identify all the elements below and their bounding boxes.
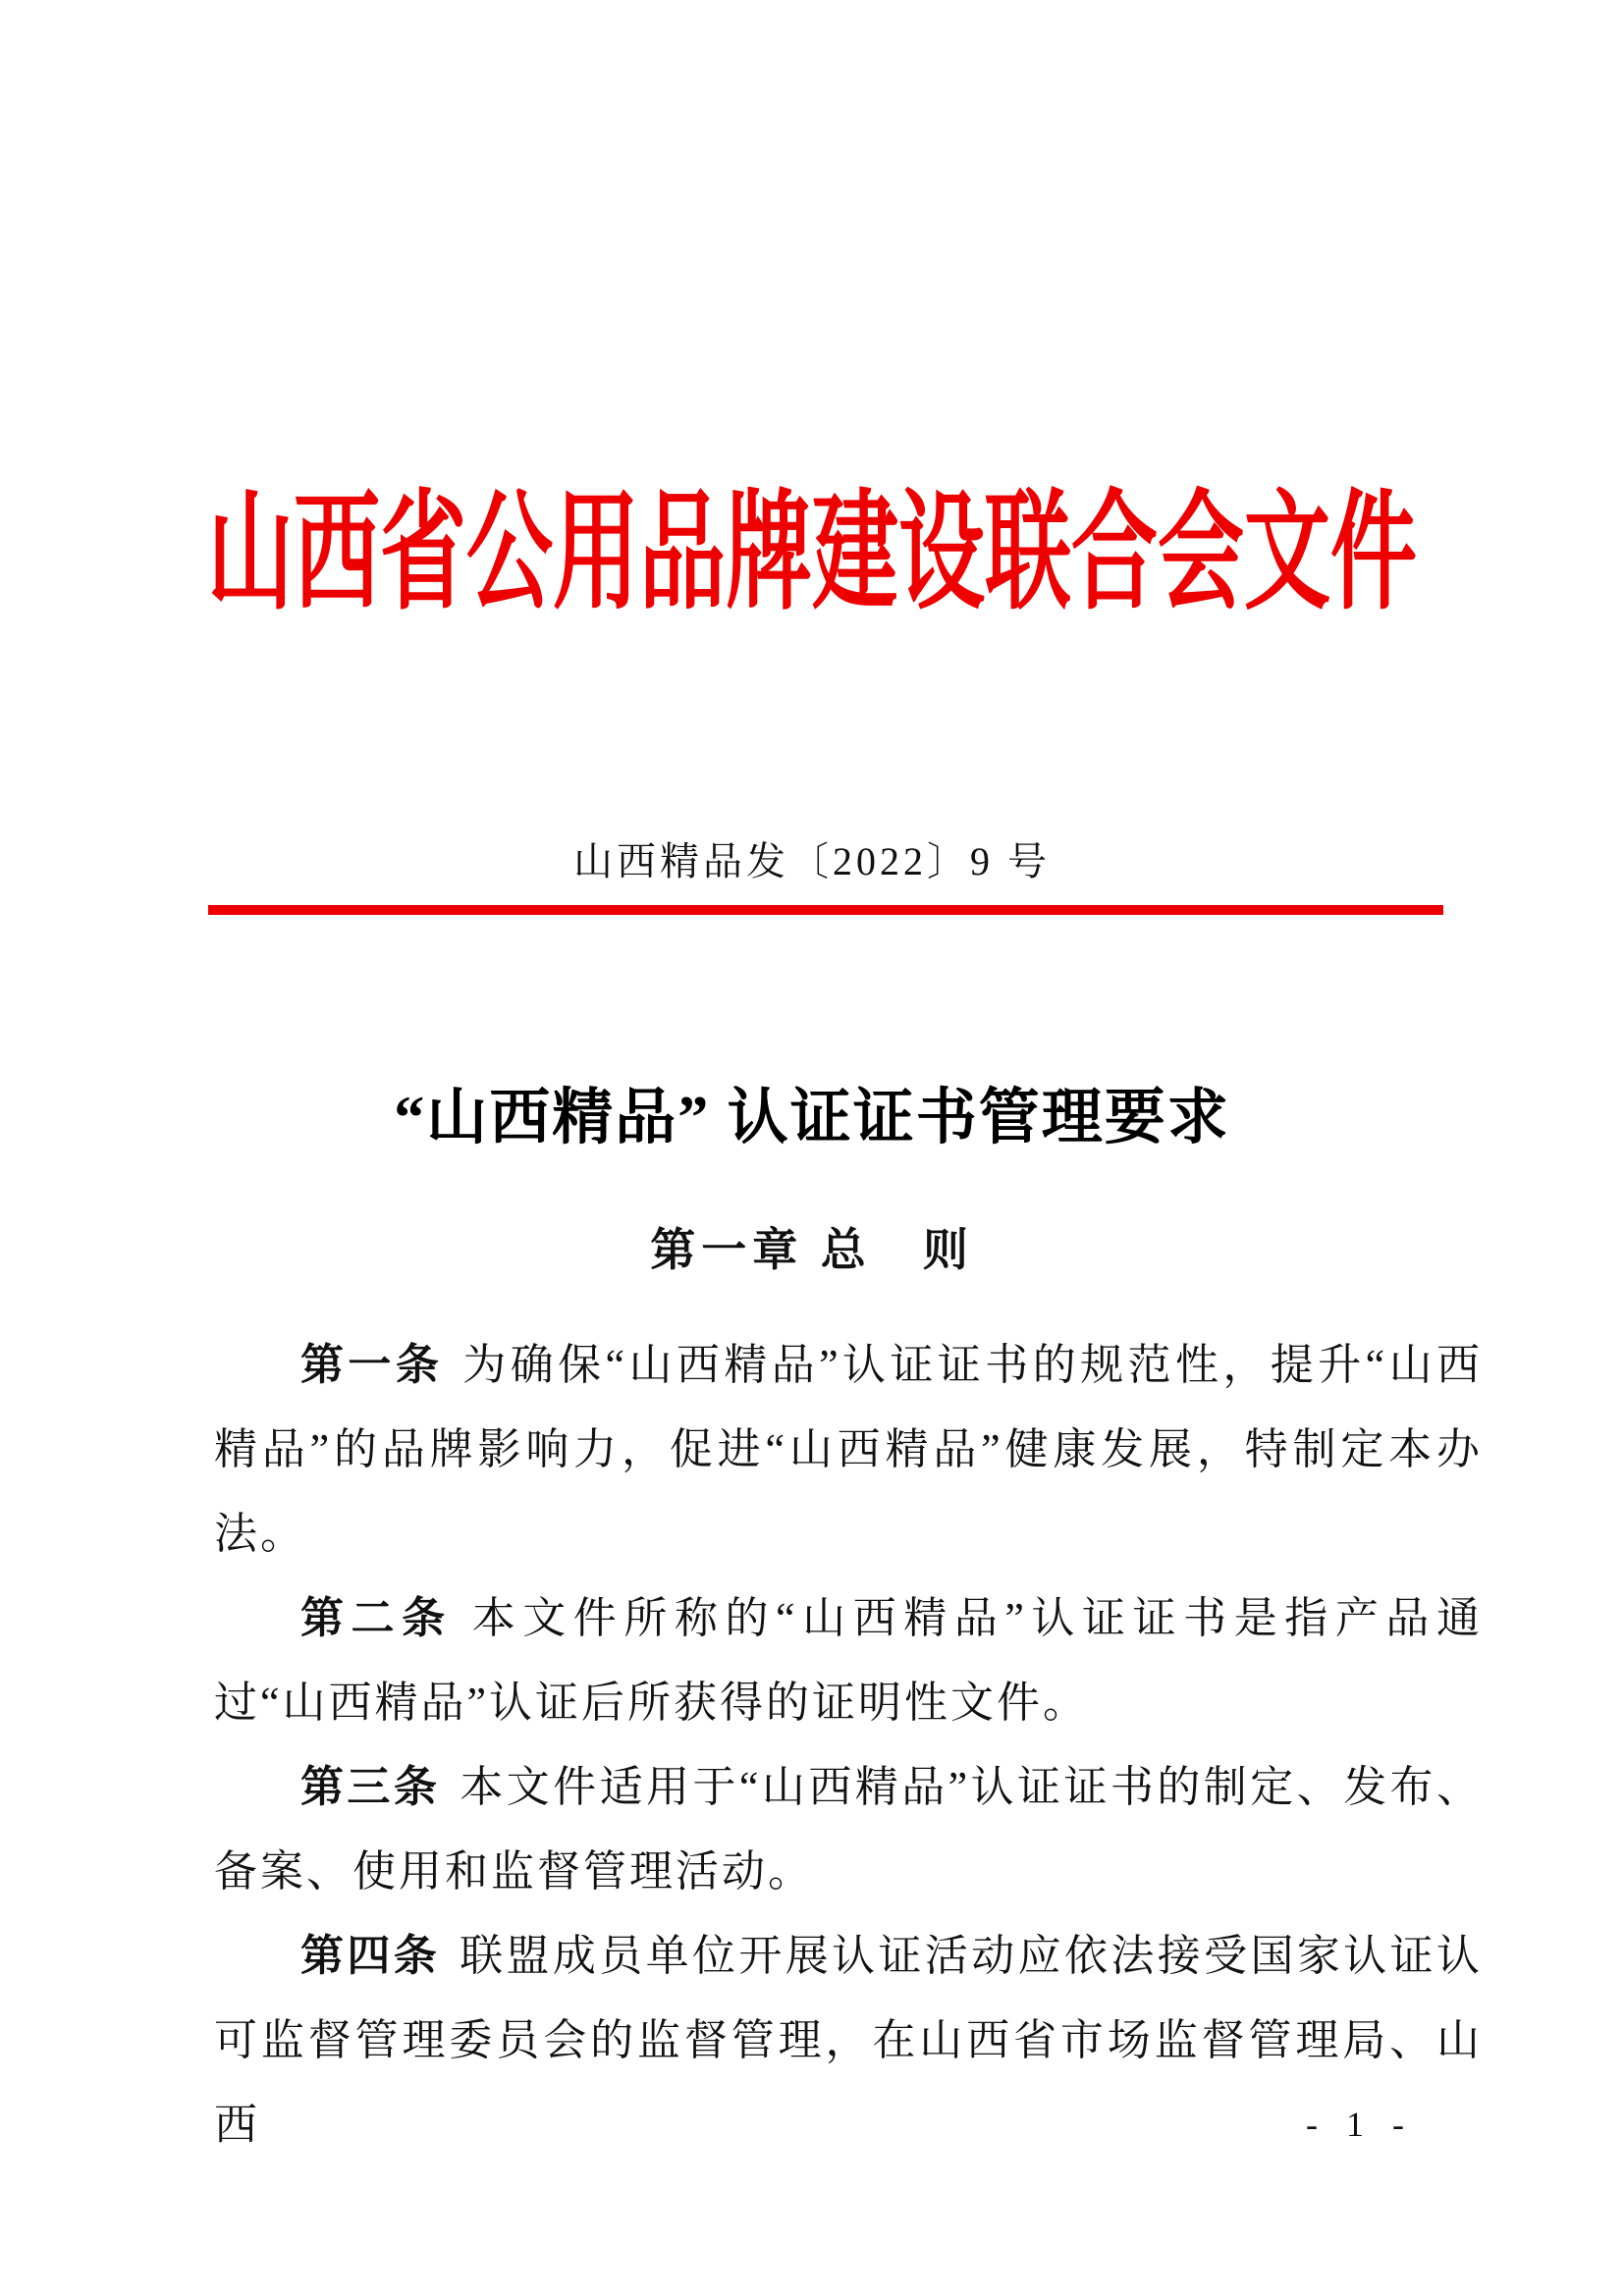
article-4-label: 第四条	[300, 1932, 441, 1980]
article-3-text: 本文件适用于“山西精品”认证证书的制定、发布、备案、使用和监督管理活动。	[214, 1763, 1483, 1896]
article-2-label: 第二条	[300, 1594, 453, 1642]
paragraph-article-2	[214, 1576, 1483, 1745]
agency-header-title: 山西省公用品牌建设联合会文件	[206, 483, 1417, 626]
article-1-text: 为确保“山西精品”认证证书的规范性，提升“山西精品”的品牌影响力，促进“山西精品”健康发展，特制定本办法。	[214, 1341, 1483, 1558]
page-number: - 1 -	[1306, 2105, 1414, 2144]
document-number: 山西精品发〔2022〕9 号	[573, 839, 1051, 883]
red-divider-line	[208, 905, 1443, 915]
chapter-heading: 第一章 总 则	[650, 1225, 974, 1275]
paragraph-article-1	[214, 1323, 1483, 1576]
article-2-text: 本文件所称的“山西精品”认证证书是指产品通过“山西精品”认证后所获得的证明性文件。	[214, 1594, 1483, 1727]
document-body	[214, 1323, 1483, 2167]
paragraph-article-3	[214, 1745, 1483, 1914]
article-3-label: 第三条	[300, 1763, 441, 1811]
document-title: “山西精品” 认证证书管理要求	[394, 1085, 1230, 1151]
article-4-text: 联盟成员单位开展认证活动应依法接受国家认证认可监督管理委员会的监督管理，在山西省市场监督管理局、山西	[214, 1932, 1483, 2149]
article-1-label: 第一条	[300, 1341, 444, 1389]
